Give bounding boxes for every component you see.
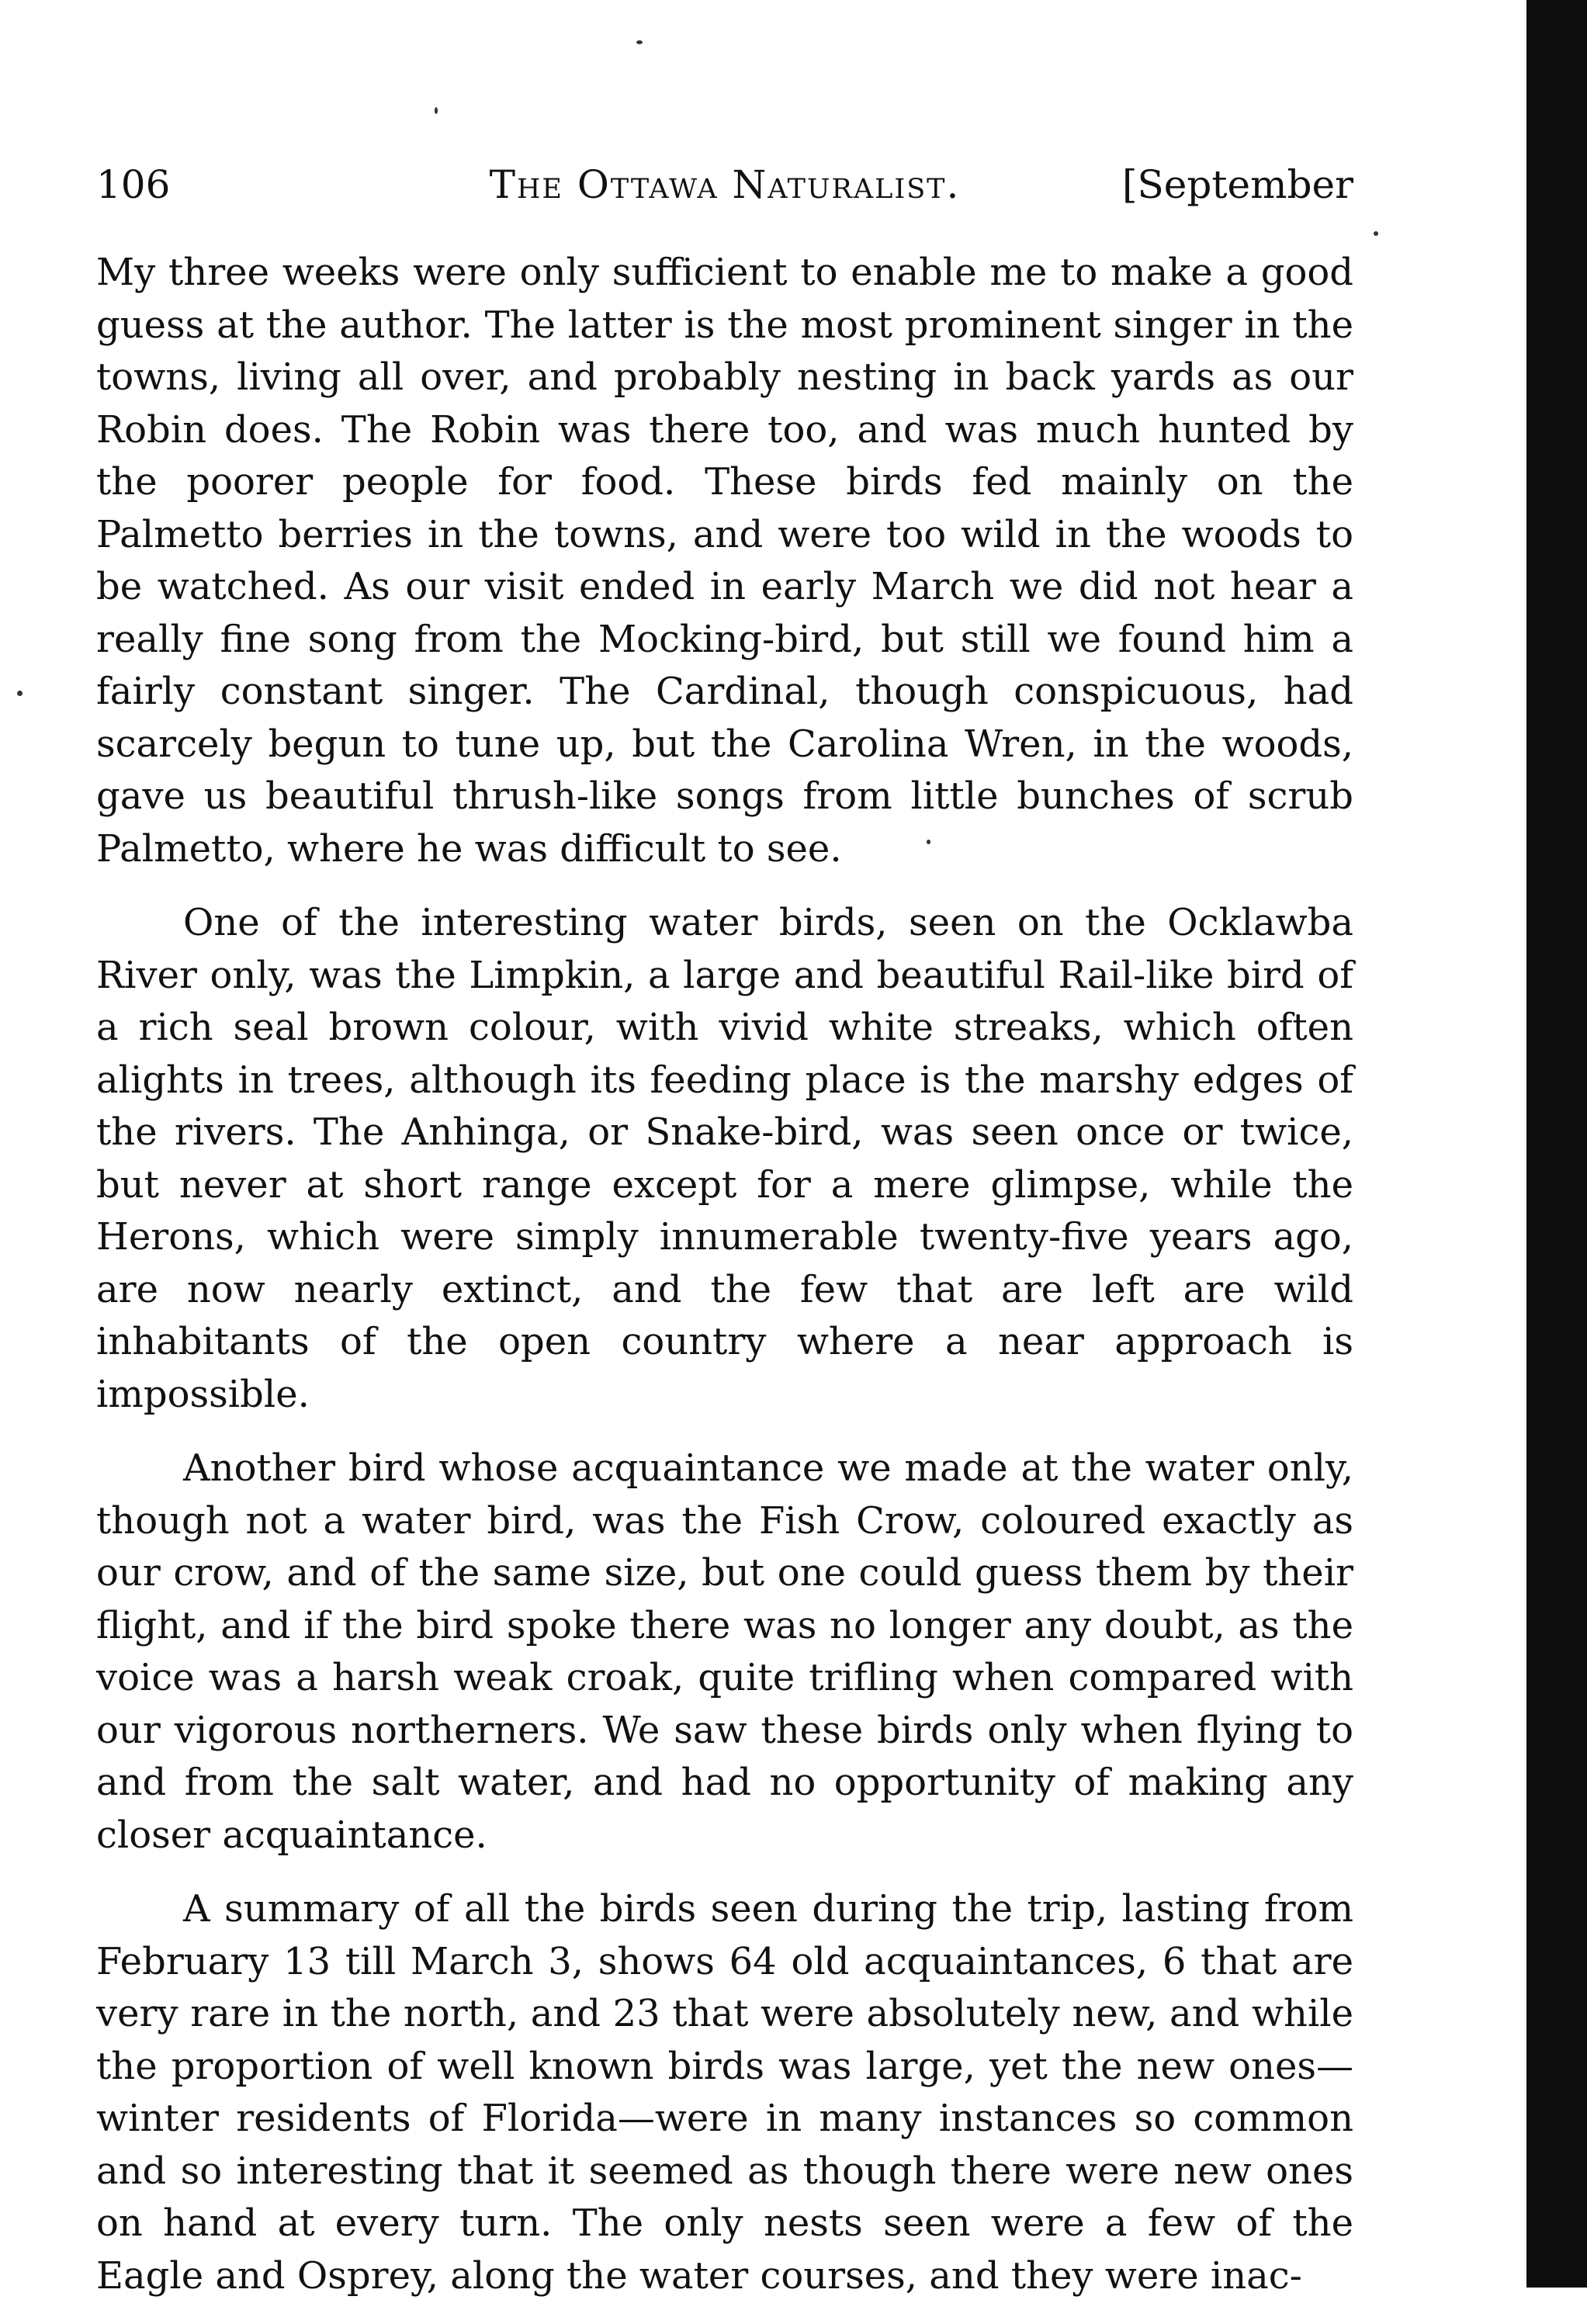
page-number: 106	[96, 162, 171, 207]
paragraph: My three weeks were only sufficient to enable me to make a good guess at the author. The latter is the most prominent singer in the towns, living all over, and probably nesting in back yards as our Robin does. The Robin was there too, and was much hunted by the poorer people for food. These birds fed mainly on the Palmetto berries in the towns, and were too wild in the woods to be watched. As our visit ended in early March we did not hear a really fine song from the Mocking-bird, but still we found him a fairly constant singer. The Cardinal, though conspicuous, had scarcely begun to tune up, but the Carolina Wren, in the woods, gave us beautiful thrush-like songs from little bunches of scrub Palmetto, where he was difficult to see.	[96, 251, 1353, 871]
scan-speck	[636, 40, 643, 44]
scan-speck	[1374, 231, 1378, 236]
scan-speck	[17, 691, 23, 696]
journal-title: The Ottawa Naturalist.	[489, 162, 961, 207]
paragraph: One of the interesting water birds, seen on the Ocklawba River only, was the Limpkin, a large and beautiful Rail-like bird of a rich seal brown colour, with vivid white streaks, which often alights in trees, although its feeding place is the marshy edges of the rivers. The Anhinga, or Snake-bird, was seen once or twice, but never at short range except for a mere glimpse, while the Herons, which were simply innumerable twenty-five years ago, are now nearly extinct, and the few that are left are wild inhabitants of the open country where a near approach is impossible.	[96, 901, 1353, 1416]
paragraph: A summary of all the birds seen during the trip, lasting from February 13 till March 3, shows 64 old acquaintances, 6 that are very rare in the north, and 23 that were absolutely new, and while the proportion of well known birds was large, yet the new ones—winter residents of Florida—were in many instances so common and so interesting that it seemed as though there were new ones on hand at every turn. The only nests seen were a few of the Eagle and Osprey, along the water courses, and they were inac-	[96, 1887, 1353, 2298]
running-header	[96, 154, 1353, 216]
page-binding-edge	[1526, 0, 1587, 2288]
scan-speck	[435, 107, 438, 114]
article-body	[96, 247, 1353, 2324]
paragraph: Another bird whose acquaintance we made at the water only, though not a water bird, was the Fish Crow, coloured exactly as our crow, and of the same size, but one could guess them by their flight, and if the bird spoke there was no longer any doubt, as the voice was a harsh weak croak, quite trifling when compared with our vigorous northerners. We saw these birds only when flying to and from the salt water, and had no opportunity of making any closer acquaintance.	[96, 1446, 1353, 1857]
issue-month: [September	[1122, 162, 1353, 207]
